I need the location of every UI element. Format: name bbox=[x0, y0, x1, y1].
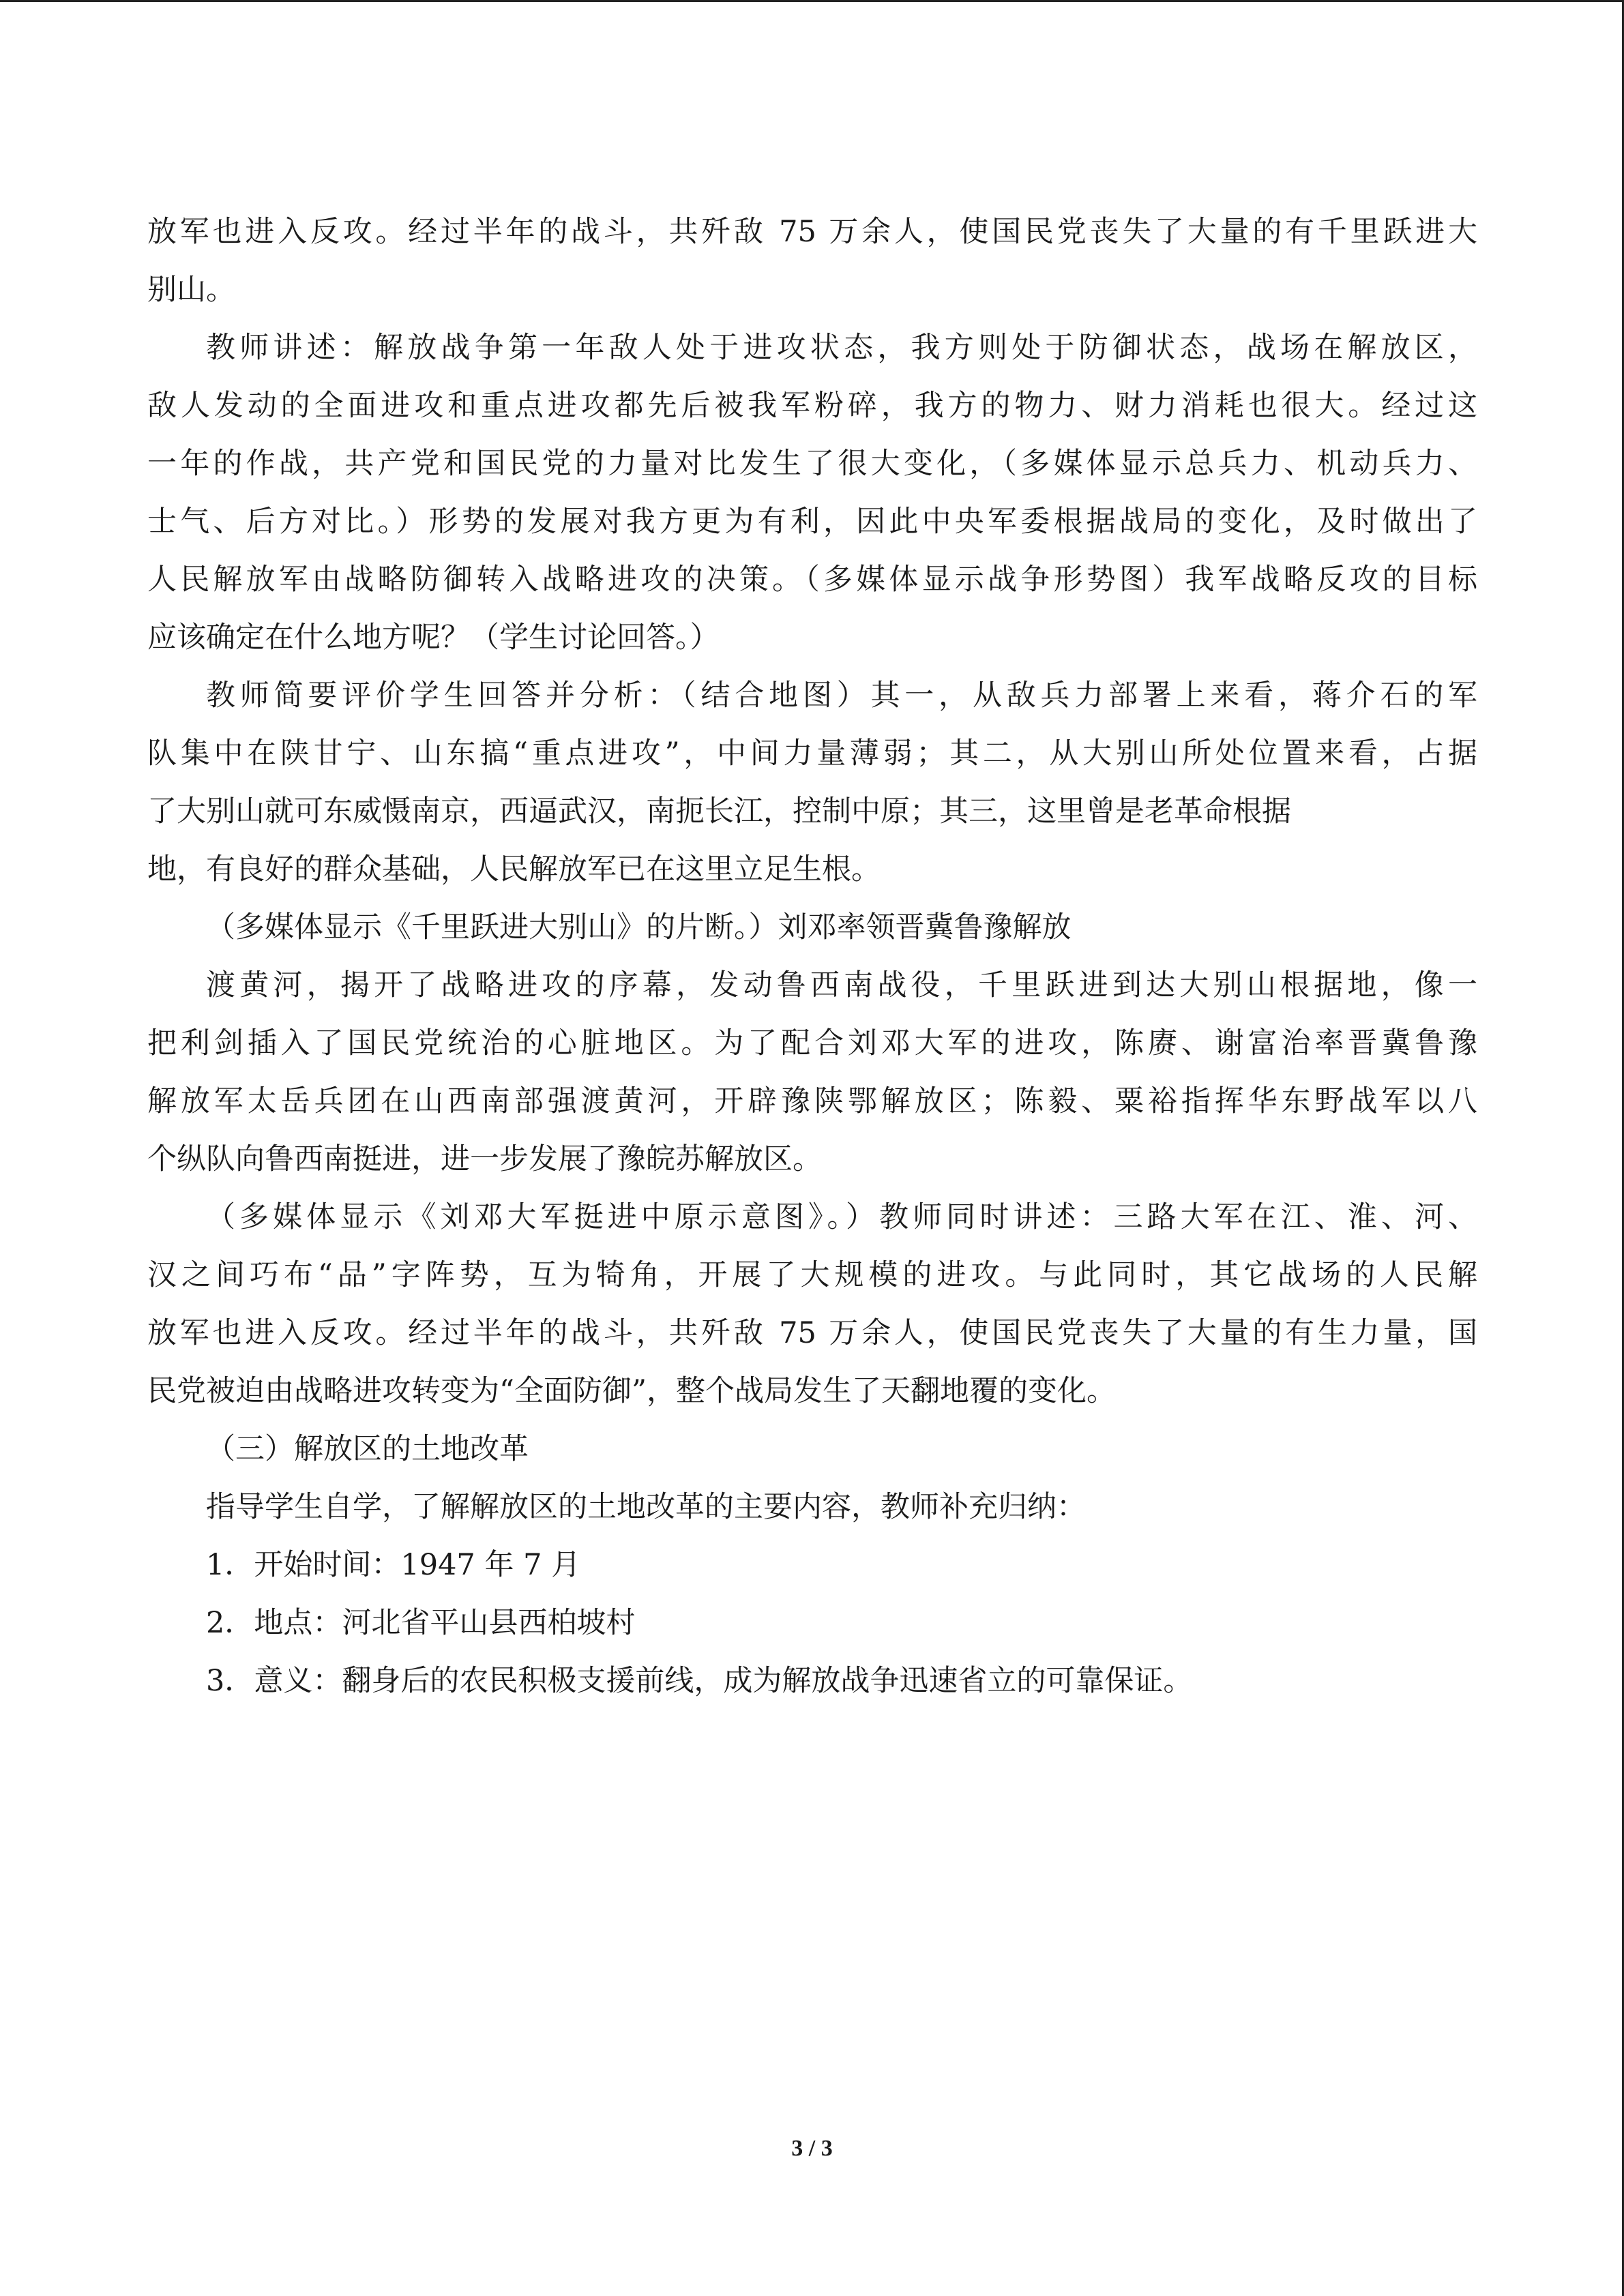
document-body bbox=[147, 203, 1477, 1710]
text-line: 民党被迫由战略进攻转变为“全面防御”，整个战局发生了天翻地覆的变化。 bbox=[147, 1374, 1116, 1408]
text-line: 解放军太岳兵团在山西南部强渡黄河，开辟豫陕鄂解放区；陈毅、粟裕指挥华东野战军以八 bbox=[147, 1084, 1477, 1118]
text-line: 士气、后方对比。）形势的发展对我方更为有利，因此中央军委根据战局的变化，及时做出了 bbox=[147, 505, 1477, 539]
text-line: 指导学生自学，了解解放区的土地改革的主要内容，教师补充归纳： bbox=[206, 1490, 1086, 1524]
section-heading: （三）解放区的土地改革 bbox=[206, 1432, 529, 1466]
text-line: 教师简要评价学生回答并分析：（结合地图）其一，从敌兵力部署上来看，蒋介石的军 bbox=[206, 679, 1477, 713]
text-line: 放军也进入反攻。经过半年的战斗，共歼敌 75 万余人，使国民党丧失了大量的有千里跃进大 bbox=[147, 215, 1477, 249]
text-line: 一年的作战，共产党和国民党的力量对比发生了很大变化，（多媒体显示总兵力、机动兵力、 bbox=[147, 447, 1477, 481]
text-line: 人民解放军由战略防御转入战略进攻的决策。（多媒体显示战争形势图）我军战略反攻的目标 bbox=[147, 563, 1477, 597]
page-number: 3 / 3 bbox=[791, 2136, 833, 2161]
list-item: 3．意义：翻身后的农民积极支援前线，成为解放战争迅速省立的可靠保证。 bbox=[206, 1664, 1193, 1698]
text-line: 地，有良好的群众基础，人民解放军已在这里立足生根。 bbox=[147, 852, 881, 886]
text-line: （多媒体显示《刘邓大军挺进中原示意图》。）教师同时讲述：三路大军在江、淮、河、 bbox=[206, 1200, 1477, 1234]
text-line: 汉之间巧布“品”字阵势，互为犄角，开展了大规模的进攻。与此同时，其它战场的人民解 bbox=[147, 1258, 1477, 1292]
text-line: 应该确定在什么地方呢？（学生讨论回答。） bbox=[147, 621, 720, 655]
text-line: 了大别山就可东威慑南京，西逼武汉，南扼长江，控制中原；其三，这里曾是老革命根据 bbox=[147, 794, 1291, 829]
list-item: 1．开始时间：1947 年 7 月 bbox=[206, 1548, 581, 1582]
list-item: 2．地点：河北省平山县西柏坡村 bbox=[206, 1606, 636, 1640]
text-line: （多媒体显示《千里跃进大别山》的片断。）刘邓率领晋冀鲁豫解放 bbox=[206, 910, 1072, 944]
text-line: 个纵队向鲁西南挺进，进一步发展了豫皖苏解放区。 bbox=[147, 1142, 822, 1176]
text-line: 放军也进入反攻。经过半年的战斗，共歼敌 75 万余人，使国民党丧失了大量的有生力量，国 bbox=[147, 1316, 1477, 1350]
text-line: 别山。 bbox=[147, 273, 235, 307]
text-line: 渡黄河，揭开了战略进攻的序幕，发动鲁西南战役，千里跃进到达大别山根据地，像一 bbox=[206, 968, 1477, 1002]
text-line: 队集中在陕甘宁、山东搞“重点进攻”，中间力量薄弱；其二，从大别山所处位置来看，占据 bbox=[147, 736, 1477, 771]
text-line: 敌人发动的全面进攻和重点进攻都先后被我军粉碎，我方的物力、财力消耗也很大。经过这 bbox=[147, 389, 1477, 423]
text-line: 把利剑插入了国民党统治的心脏地区。为了配合刘邓大军的进攻，陈赓、谢富治率晋冀鲁豫 bbox=[147, 1026, 1477, 1060]
text-line: 教师讲述：解放战争第一年敌人处于进攻状态，我方则处于防御状态，战场在解放区， bbox=[206, 331, 1477, 365]
